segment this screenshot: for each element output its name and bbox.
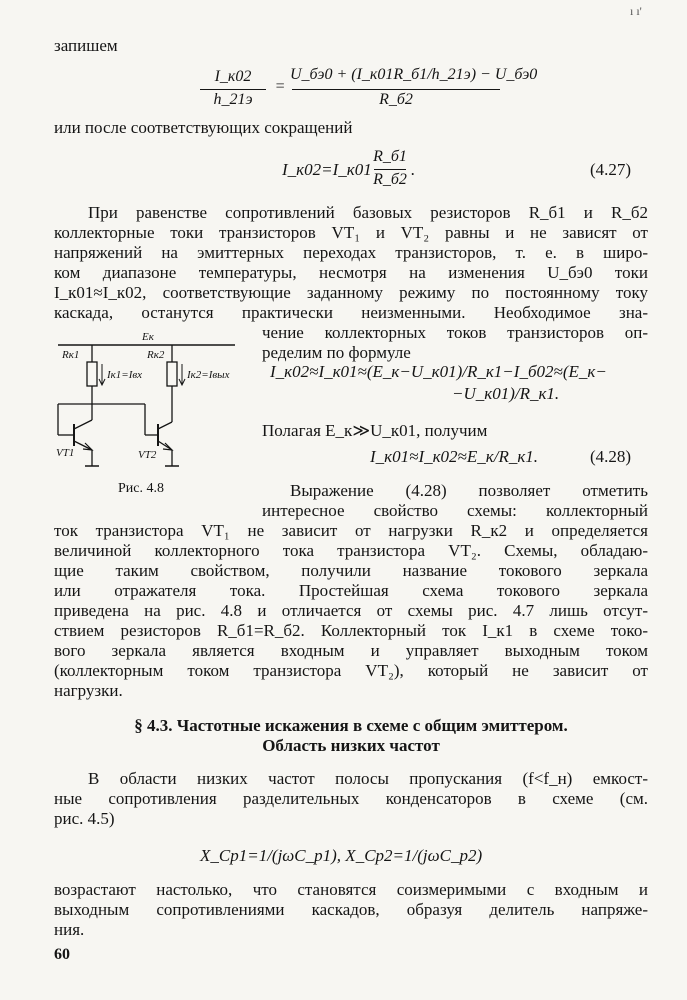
text-line: выходным сопротивлениями каскадов, образуя делитель напряже- (54, 900, 648, 919)
text-line: ределим по формуле (262, 343, 411, 362)
ik2-label: Iк2=Iвых (187, 369, 230, 381)
formula-2-left: I_к02=I_к01 (282, 160, 372, 179)
figure-caption: Рис. 4.8 (118, 481, 164, 496)
vt1-label: VT1 (56, 447, 75, 459)
text-line: (коллекторным током транзистора VT₂), который не зависит от (54, 661, 648, 680)
resistor-rk2 (167, 362, 177, 386)
formula-3a: I_к02≈I_к01≈(E_к−U_к01)/R_к1−I_б02≈(E_к− (270, 362, 607, 381)
fraction-bar (374, 169, 406, 170)
fraction-bar (292, 89, 500, 90)
formula-3b: −U_к01)/R_к1. (452, 384, 560, 403)
text-line: ток транзистора VT₁ не зависит от нагрузки R_к2 и определяется (54, 521, 648, 540)
text-line: чение коллекторных токов транзисторов оп- (262, 323, 648, 342)
page-number: 60 (54, 946, 70, 963)
formula-1-num-right: U_бэ0 + (I_к01R_б1/h_21э) − U_бэ0 (290, 66, 538, 83)
equation-number: (4.27) (590, 160, 632, 179)
text-line: Выражение (4.28) позволяет отметить (290, 481, 648, 500)
text-line: каскада, останутся практически неизменными. Необходимое зна- (54, 303, 648, 322)
page-edge-mark: ı ı' (630, 4, 642, 18)
resistor-rk1 (87, 362, 97, 386)
text-line: ные сопротивления разделительных конденсаторов в схеме (см. (54, 789, 648, 808)
text-line: В области низких частот полосы пропускания (f<f_н) емкост- (88, 769, 648, 788)
text-line: нагрузки. (54, 681, 123, 700)
text-line: ком диапазоне температуры, несмотря на изменения U_бэ0 токи (54, 263, 648, 282)
formula-2-den: R_б2 (373, 171, 407, 188)
text-line: ния. (54, 920, 85, 939)
section-subheading: Область низких частот (262, 736, 440, 755)
equation-number: (4.28) (590, 447, 632, 466)
text-line: величиной коллекторного тока транзистора VT₂. Схемы, обладаю- (54, 541, 648, 560)
ek-label: Eк (142, 331, 154, 343)
rk2-label: Rк2 (147, 349, 165, 361)
text-line: Полагая E_к≫U_к01, получим (262, 421, 488, 440)
formula-2-num: R_б1 (373, 148, 407, 165)
text-line: или отражателя тока. Простейшая схема токового зеркала (54, 581, 648, 600)
text-line: или после соответствующих сокращений (54, 118, 353, 137)
text-line: рис. 4.5) (54, 809, 115, 828)
rk1-label: Rк1 (62, 349, 80, 361)
text-line: приведена на рис. 4.8 и отличается от схемы рис. 4.7 лишь отсут- (54, 601, 648, 620)
text-line: вого зеркала является входным и управляет выходным током (54, 641, 648, 660)
text-line: напряжений на эмиттерных переходах транзисторов, т. е. в широ- (54, 243, 648, 262)
ik1-label: Iк1=Iвх (107, 369, 143, 381)
formula-1-den-left: h_21э (213, 91, 253, 108)
text-line: запишем (54, 36, 118, 55)
current-mirror-schematic (50, 330, 250, 480)
formula-1-eq: = (274, 78, 286, 95)
formula-1-den-right: R_б2 (379, 91, 413, 108)
text-line: При равенстве сопротивлений базовых резисторов R_б1 и R_б2 (88, 203, 648, 222)
formula-4: I_к01≈I_к02≈E_к/R_к1. (370, 447, 539, 466)
text-line: I_к01≈I_к02, соответствующие заданному режиму по постоянному току (54, 283, 648, 302)
text-line: коллекторные токи транзисторов VT₁ и VT₂ равны и не зависят от (54, 223, 648, 242)
formula-1-num-left: I_к02 (214, 68, 252, 85)
text-line: возрастают настолько, что становятся соизмеримыми с входным и (54, 880, 648, 899)
text-line: ствием резисторов R_б1=R_б2. Коллекторный ток I_к1 в схеме токо- (54, 621, 648, 640)
text-line: щие таким свойством, получили название токового зеркала (54, 561, 648, 580)
vt2-label: VT2 (138, 449, 157, 461)
fraction-bar (200, 89, 266, 90)
formula-2-dot: . (411, 160, 416, 179)
formula-5: X_Cp1=1/(jωC_p1), X_Cp2=1/(jωC_p2) (200, 846, 483, 865)
section-heading: § 4.3. Частотные искажения в схеме с общим эмиттером. (134, 716, 568, 735)
text-line: интересное свойство схемы: коллекторный (262, 501, 648, 520)
